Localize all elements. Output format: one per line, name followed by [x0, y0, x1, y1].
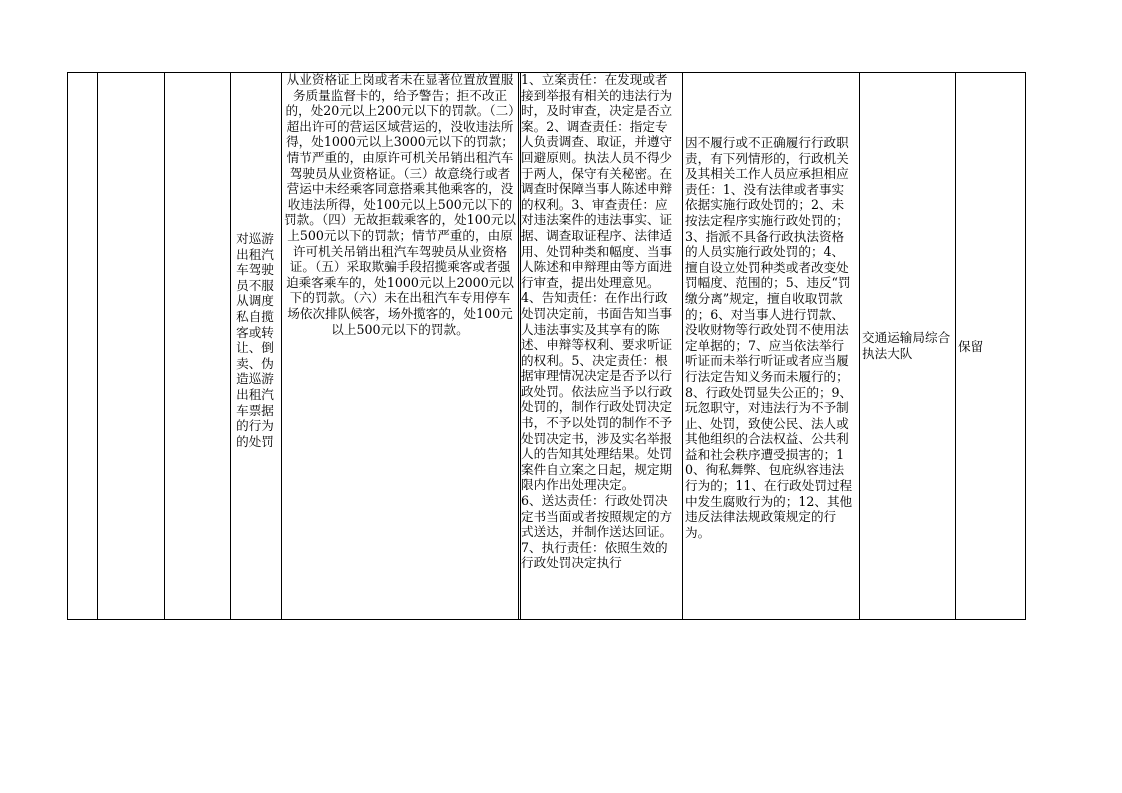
column-divider	[682, 72, 683, 620]
accountability-cell: 因不履行或不正确履行行政职责，有下列情形的，行政机关及其相关工作人员应承担相应责任：1、没有法律或者事实依据实施行政处罚的；2、未按法定程序实施行政处罚的；3、指派不具备行政执法资格的人员实施行政处罚的；4、擅自设立处罚种类或者改变处罚幅度、范围的；5、违反“罚缴分离”规定，擅自收取罚款的；6、对当事人进行罚款、没收财物等行政处罚不使用法定单据的；7、应当依法举行听证而未举行听证或者应当履行法定告知义务而未履行的；8、行政处罚显失公正的；9、玩忽职守，对违法行为不予制止、处罚，致使公民、法人或其他组织的合法权益、公共利益和社会秩序遭受损害的；10、徇私舞弊、包庇纵容违法行为的；11、在行政处罚过程中发生腐败行为的；12、其他违反法律法规政策规定的行为。	[685, 135, 853, 540]
item-name-cell: 对巡游出租汽车驾驶员不服从调度私自揽客或转让、倒卖、伪造巡游出租汽车票据的行为的处罚	[236, 231, 274, 449]
column-divider	[518, 72, 519, 620]
status-cell: 保留	[958, 339, 984, 354]
department-cell: 交通运输局综合执法大队	[862, 330, 951, 361]
column-divider	[164, 72, 165, 620]
table-border-right	[1025, 72, 1026, 620]
responsibility-text-part2: 6、送达责任：行政处罚决定书当面或者按照规定的方式送达，并制作送达回证。7、执行责任：依照生效的行政处罚决定执行	[521, 493, 673, 571]
column-divider	[859, 72, 860, 620]
responsibility-text-part1: 1、立案责任：在发现或者接到举报有相关的违法行为时，及时审查，决定是否立案。2、调查责任：指定专人负责调查、取证，并遵守回避原则。执法人员不得少于两人，保守有关秘密。在调查时保障当事人陈述申辩的权利。3、审查责任：应对违法案件的违法事实、证据、调查取证程序、法律适用、处罚种类和幅度、当事人陈述和申辩理由等方面进行审查，提出处理意见。4、告知责任：在作出行政处罚决定前，书面告知当事人违法事实及其享有的陈述、申辩等权利、要求听证的权利。5、决定责任：根据审理情况决定是否予以行政处罚。依法应当予以行政处罚的，制作行政处罚决定书，不予以处罚的制作不予处罚决定书，涉及实名举报人的告知其处理结果。处罚案件自立案之日起，规定期限内作出处理决定。	[521, 72, 673, 493]
responsibility-cell	[521, 72, 679, 620]
column-divider	[230, 72, 231, 620]
table-border-left	[67, 72, 68, 620]
column-divider	[955, 72, 956, 620]
column-divider	[97, 72, 98, 620]
column-divider	[281, 72, 282, 620]
legal-basis-cell: 从业资格证上岗或者未在显著位置放置服务质量监督卡的，给予警告；拒不改正的，处20元以上200元以下的罚款。（二）超出许可的营运区域营运的，没收违法所得，处1000元以上3000元以下的罚款；情节严重的，由原许可机关吊销出租汽车驾驶员从业资格证。（三）故意绕行或者营运中未经乘客同意搭乘其他乘客的，没收违法所得，处100元以上500元以下的罚款。（四）无故拒载乘客的，处100元以上500元以下的罚款；情节严重的，由原许可机关吊销出租汽车驾驶员从业资格证。（五）采取欺骗手段招揽乘客或者强迫乘客乘车的，处1000元以上2000元以下的罚款。（六）未在出租汽车专用停车场依次排队候客，场外揽客的，处100元以上500元以下的罚款。	[284, 72, 516, 337]
